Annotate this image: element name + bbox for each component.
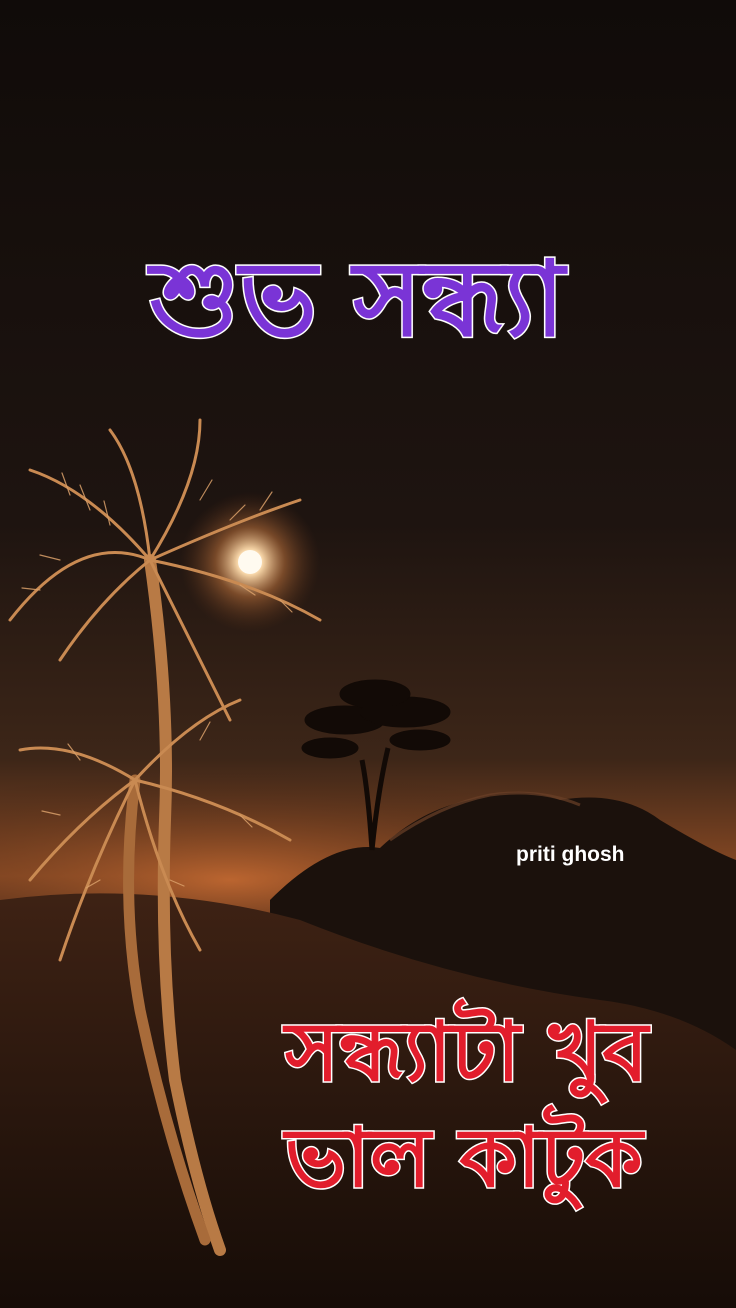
credit-text: priti ghosh: [516, 843, 625, 866]
greeting-title: শুভ সন্ধ্যা: [150, 238, 565, 360]
moon-core: [238, 550, 262, 574]
message-line-1: সন্ধ্যাটা খুব: [285, 1005, 649, 1100]
message-line-2: ভাল কাটুক: [285, 1111, 643, 1206]
